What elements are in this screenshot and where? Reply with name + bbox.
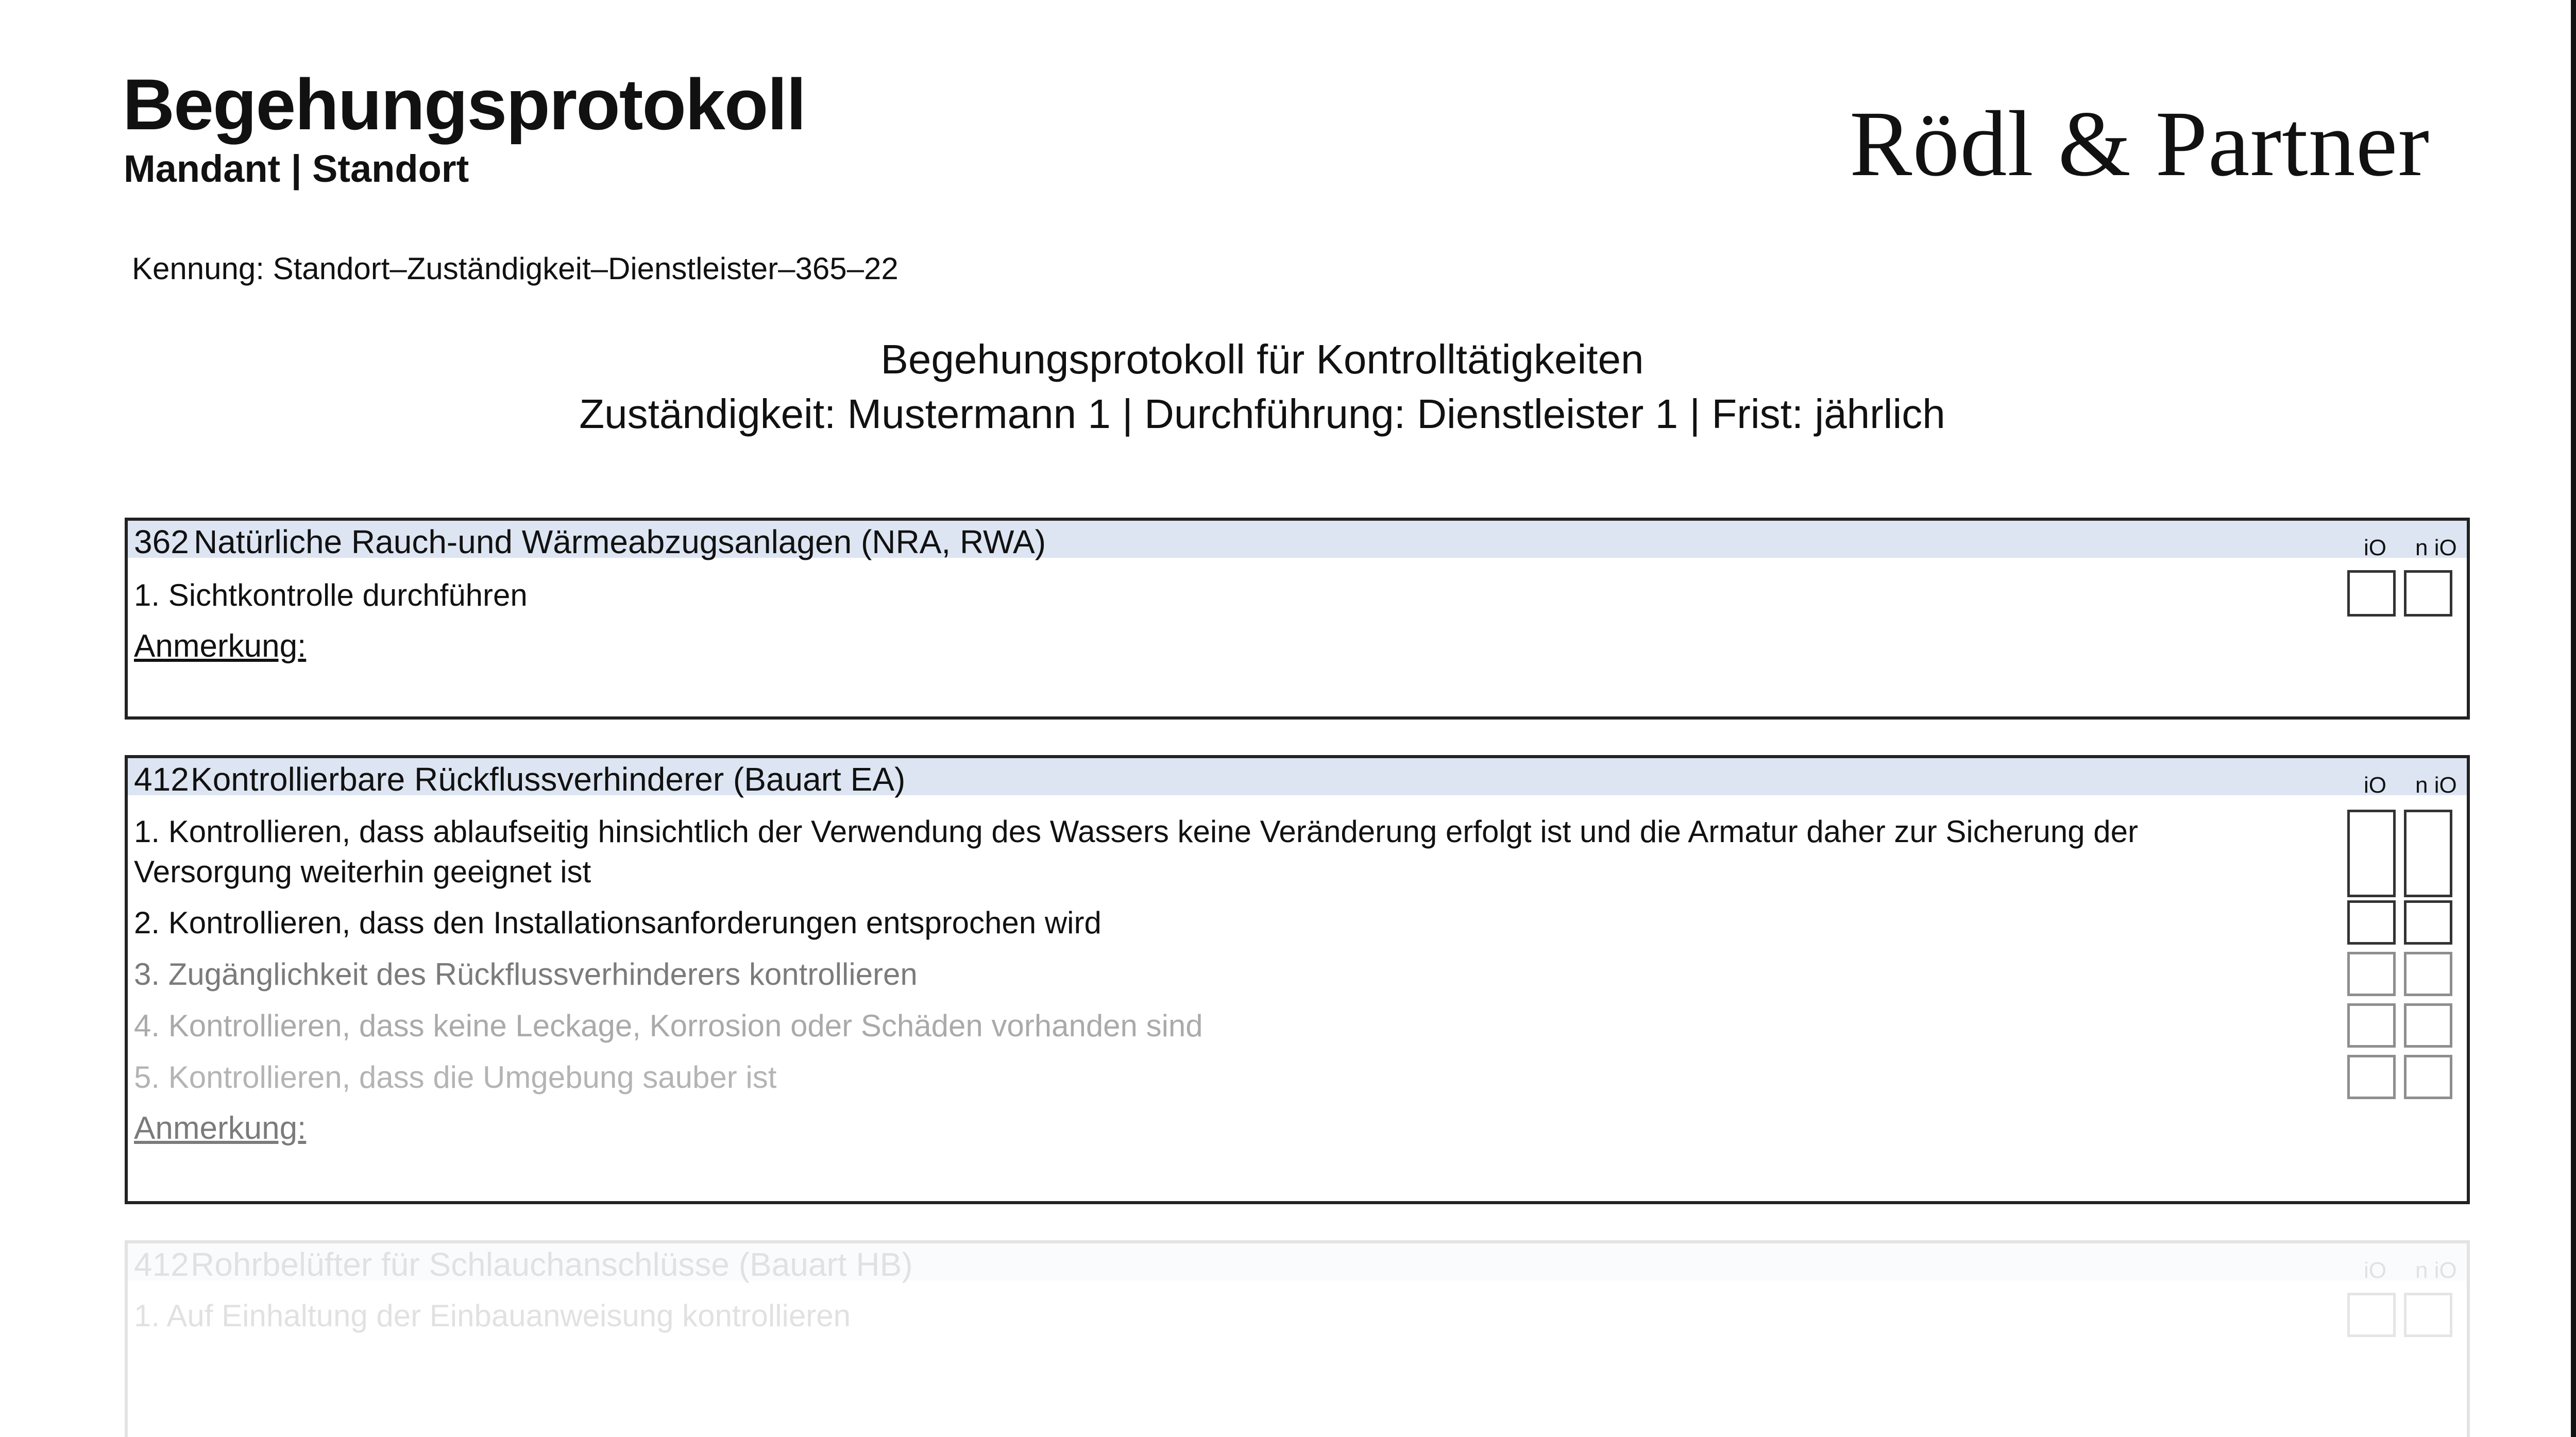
section-412-hb-preview xyxy=(125,1240,2470,1437)
section-title: Rohrbelüfter für Schlauchanschlüsse (Bauart HB) xyxy=(191,1246,913,1283)
kennung-line: Kennung: Standort–Zuständigkeit–Dienstleister–365–22 xyxy=(132,251,899,286)
panel-divider xyxy=(2571,0,2576,1437)
checkbox-nio[interactable] xyxy=(2404,900,2452,945)
protocol-heading: Begehungsprotokoll für Kontrolltätigkeiten xyxy=(880,336,1644,382)
document-subtitle: Mandant | Standort xyxy=(124,147,469,190)
section-number: 412 xyxy=(134,761,189,798)
checkbox-io[interactable] xyxy=(2347,900,2396,945)
check-item: 2. Kontrollieren, dass den Installationsanforderungen entsprochen wird xyxy=(134,905,1101,940)
checkbox-nio[interactable] xyxy=(2404,1003,2452,1048)
check-item: 1. Sichtkontrolle durchführen xyxy=(134,578,528,612)
section-number: 412 xyxy=(134,1246,189,1283)
protocol-responsibility: Zuständigkeit: Mustermann 1 | Durchführung: Dienstleister 1 | Frist: jährlich xyxy=(579,391,1945,437)
checkbox-nio[interactable] xyxy=(2404,810,2452,897)
note-label: Anmerkung: xyxy=(134,1110,307,1146)
document-title: Begehungsprotokoll xyxy=(123,64,806,145)
check-item: 1. Auf Einhaltung der Einbauanweisung kontrollieren xyxy=(134,1298,851,1333)
checkbox-io[interactable] xyxy=(2347,952,2396,996)
section-title: Natürliche Rauch-und Wärmeabzugsanlagen (NRA, RWA) xyxy=(194,523,1046,560)
col-io-label: iO xyxy=(2364,1258,2386,1283)
note-label: Anmerkung: xyxy=(134,628,307,664)
checkbox-nio[interactable] xyxy=(2404,570,2452,617)
col-io-label: iO xyxy=(2364,535,2386,560)
check-item: 4. Kontrollieren, dass keine Leckage, Korrosion oder Schäden vorhanden sind xyxy=(134,1008,1203,1043)
checkbox-io[interactable] xyxy=(2347,1055,2396,1099)
section-412-ea xyxy=(125,755,2470,1204)
checkbox-nio[interactable] xyxy=(2404,1293,2452,1337)
section-header xyxy=(128,521,2467,558)
checkbox-io[interactable] xyxy=(2347,1003,2396,1048)
section-362-nra-rwa xyxy=(125,518,2470,720)
checkbox-nio[interactable] xyxy=(2404,952,2452,996)
section-title: Kontrollierbare Rückflussverhinderer (Bauart EA) xyxy=(191,761,906,798)
check-item: 3. Zugänglichkeit des Rückflussverhinderers kontrollieren xyxy=(134,957,918,991)
section-header xyxy=(128,758,2467,798)
checkbox-io[interactable] xyxy=(2347,570,2396,617)
check-item: 1. Kontrollieren, dass ablaufseitig hinsichtlich der Verwendung des Wassers keine Veränderung erfolgt ist und die Armatur daher zur Sicherung der Versorgung weiterhin geeignet ist xyxy=(134,814,2138,889)
col-nio-label: n iO xyxy=(2415,773,2457,798)
protocol-responsibility xyxy=(2571,153,2576,173)
section-header xyxy=(128,1243,2467,1283)
section-number: 362 xyxy=(134,523,189,560)
checkbox-nio[interactable] xyxy=(2404,1055,2452,1099)
col-io-label: iO xyxy=(2364,773,2386,798)
checkbox-io[interactable] xyxy=(2347,810,2396,897)
company-logo: Rödl & Partner xyxy=(1850,92,2430,196)
checkbox-io[interactable] xyxy=(2347,1293,2396,1337)
protocol-heading xyxy=(2571,132,2576,151)
col-nio-label: n iO xyxy=(2415,1258,2457,1283)
check-item: 5. Kontrollieren, dass die Umgebung sauber ist xyxy=(134,1060,777,1094)
col-nio-label: n iO xyxy=(2415,535,2457,560)
